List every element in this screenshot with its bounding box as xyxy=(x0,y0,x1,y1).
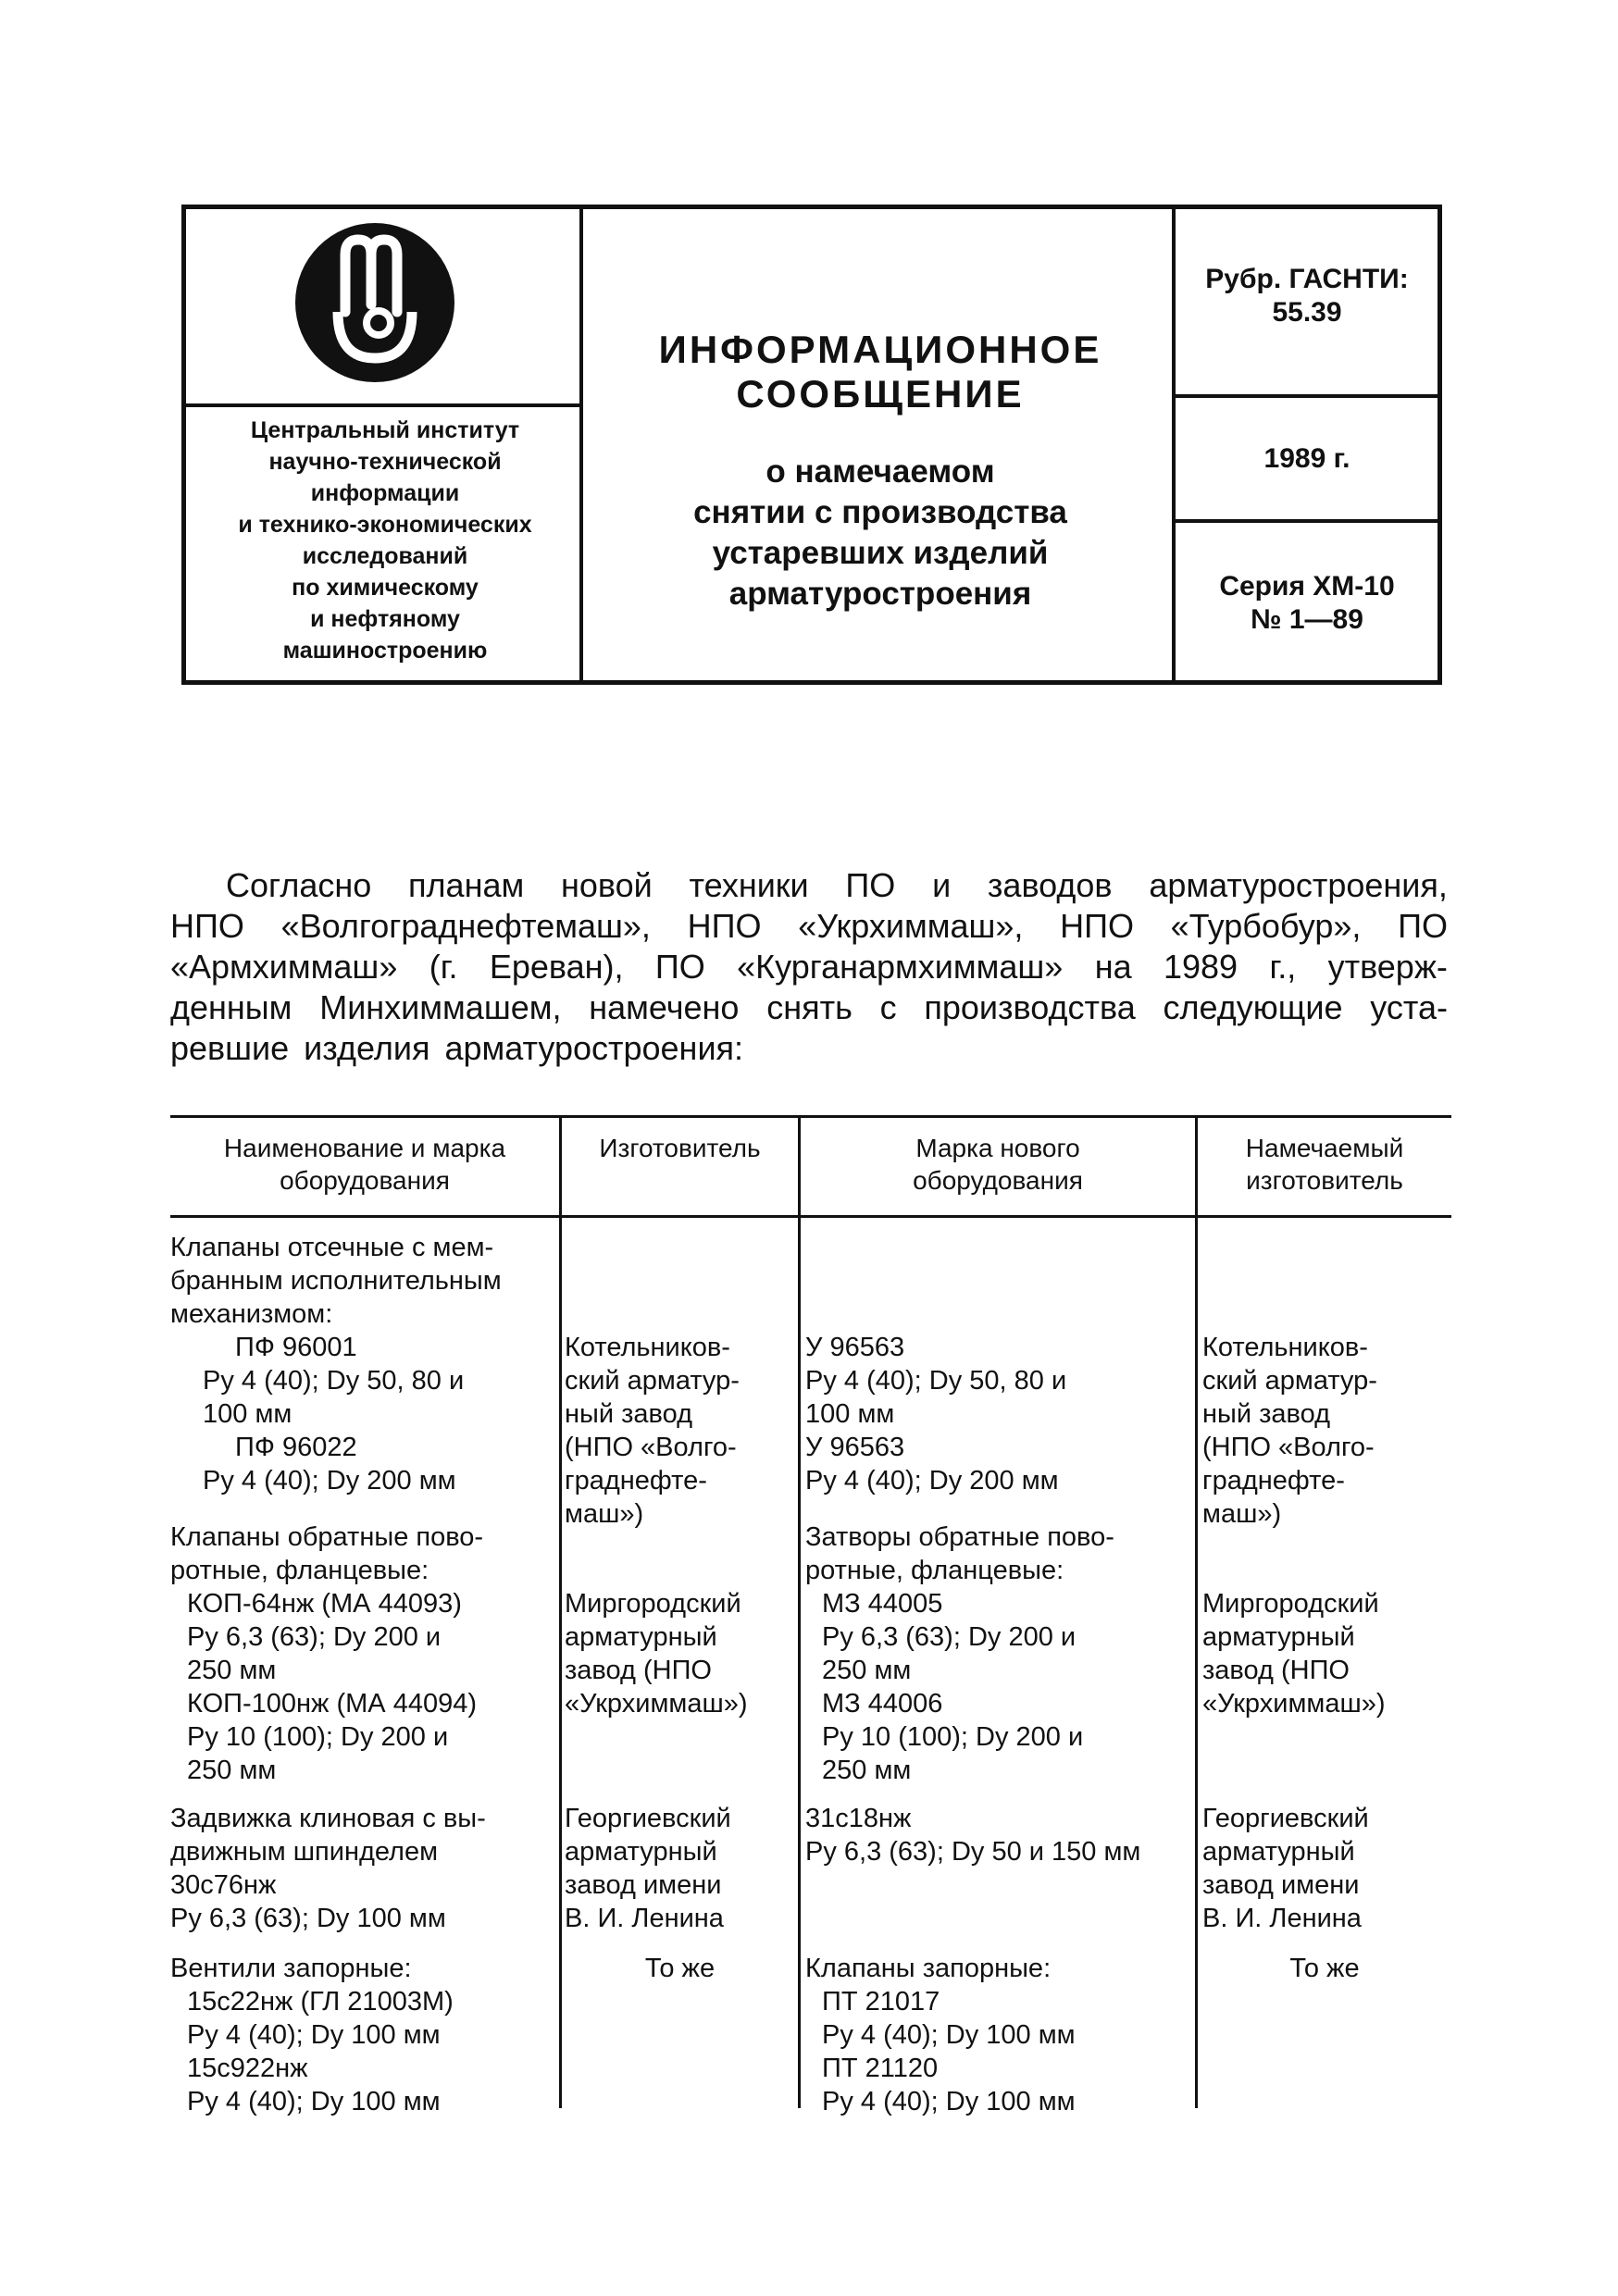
intro-word: НПО xyxy=(170,907,244,945)
intro-word: намечено xyxy=(589,988,740,1026)
cell-line: Pу 6,3 (63); Dу 100 мм xyxy=(170,1904,446,1933)
column-header-manufacturer xyxy=(562,1132,798,1164)
intro-line xyxy=(170,1028,1448,1069)
cell-line: движным шпинделем xyxy=(170,1837,439,1867)
cell-line: В. И. Ленина xyxy=(565,1904,724,1933)
table-cell-planned-manufacturer xyxy=(1202,1587,1386,1720)
cell-line: 30с76нж xyxy=(170,1870,277,1900)
column-header-new-model xyxy=(801,1132,1195,1197)
cell-line: ПТ 21120 xyxy=(822,2054,939,2083)
cell-line: Pу 4 (40); Dу 200 мм xyxy=(805,1466,1059,1496)
cell-line: 15с22нж (ГЛ 21003М) xyxy=(187,1987,454,2017)
intro-word: утверж- xyxy=(1327,948,1448,986)
institute-name xyxy=(186,415,584,666)
intro-word: «Волгограднефтемаш», xyxy=(280,907,651,945)
cell-line: Котельников- xyxy=(565,1333,730,1362)
cell-line: Pу 4 (40); Dу 50, 80 и xyxy=(805,1366,1067,1396)
cell-line: завод (НПО xyxy=(1202,1656,1350,1685)
rubric-cell xyxy=(1176,263,1438,329)
cell-line: «Укрхиммаш») xyxy=(565,1689,748,1719)
intro-word: уста- xyxy=(1370,988,1448,1026)
cell-line: МЗ 44006 xyxy=(822,1689,943,1719)
table-row xyxy=(170,1802,486,1935)
cell-line: арматурный xyxy=(565,1837,717,1867)
cell-line: Клапаны запорные: xyxy=(805,1954,1052,1983)
intro-word: 1989 xyxy=(1163,948,1238,986)
title-block xyxy=(584,209,1176,680)
subtitle-line: арматуростроения xyxy=(728,576,1032,612)
intro-word: ПО xyxy=(654,948,705,986)
cell-line: У 96563 xyxy=(805,1433,905,1462)
intro-word: ревшие изделия арматуростроения: xyxy=(170,1029,744,1067)
header-line: Наименование и марка xyxy=(223,1134,506,1162)
table-cell-new-model xyxy=(805,1952,1076,2118)
table-top-rule xyxy=(170,1115,1451,1118)
cell-line: (НПО «Волго- xyxy=(565,1433,737,1462)
header-line: оборудования xyxy=(913,1166,1083,1195)
cell-line: Pу 4 (40); Dу 200 мм xyxy=(203,1466,456,1496)
intro-word: «Армхиммаш» xyxy=(170,948,398,986)
cell-line: 250 мм xyxy=(822,1656,912,1685)
cell-line: 250 мм xyxy=(187,1656,277,1685)
cell-line: ный завод xyxy=(565,1399,693,1429)
cell-line: Клапаны обратные пово- xyxy=(170,1522,484,1552)
institute-line: информации xyxy=(310,480,460,506)
intro-line xyxy=(170,865,1448,906)
cell-line: Pу 4 (40); Dу 100 мм xyxy=(187,2087,441,2116)
institute-line: и нефтяному xyxy=(310,606,460,632)
cell-line: (НПО «Волго- xyxy=(1202,1433,1375,1462)
cell-line: ский арматур- xyxy=(1202,1366,1377,1396)
table-cell-new-model xyxy=(805,1520,1114,1787)
institute-logo-icon xyxy=(292,219,458,386)
cell-line: 100 мм xyxy=(203,1399,292,1429)
table-cell-planned-manufacturer xyxy=(1202,1802,1369,1935)
table-column-divider xyxy=(798,1115,801,2108)
cell-line: маш») xyxy=(565,1499,644,1529)
subtitle-line: снятии с производства xyxy=(693,494,1067,530)
cell-line: 250 мм xyxy=(822,1756,912,1785)
table-header-rule xyxy=(170,1215,1451,1218)
intro-word: производства xyxy=(924,988,1136,1026)
intro-word: новой xyxy=(560,866,653,904)
document-subtitle xyxy=(584,452,1176,614)
cell-line: У 96563 xyxy=(805,1333,905,1362)
intro-word: «Курганармхиммаш» xyxy=(737,948,1064,986)
intro-word: НПО xyxy=(1060,907,1134,945)
title-line: СООБЩЕНИЕ xyxy=(736,372,1025,416)
cell-line: завод имени xyxy=(565,1870,722,1900)
header-line: оборудования xyxy=(280,1166,450,1195)
institute-line: машиностроению xyxy=(282,638,488,664)
header-line: Марка нового xyxy=(915,1134,1080,1162)
intro-word: ПО xyxy=(1398,907,1448,945)
cell-line: МЗ 44005 xyxy=(822,1589,943,1619)
equipment-table xyxy=(170,1115,1451,2116)
cell-line: Pу 4 (40); Dу 100 мм xyxy=(822,2020,1076,2050)
intro-word: Минхиммашем, xyxy=(319,988,562,1026)
table-cell-manufacturer xyxy=(562,1952,798,1985)
column-header-name xyxy=(170,1132,559,1197)
cell-line: ский арматур- xyxy=(565,1366,740,1396)
cell-line: Миргородский xyxy=(1202,1589,1379,1619)
year-cell xyxy=(1176,442,1438,476)
cell-line: КОП-64нж (МА 44093) xyxy=(187,1589,462,1619)
institute-line: и технико-экономических xyxy=(238,512,532,538)
cell-line: ПФ 96001 xyxy=(235,1333,357,1362)
cell-line: «Укрхиммаш») xyxy=(1202,1689,1386,1719)
cell-line: Pу 6,3 (63); Dу 200 и xyxy=(187,1622,442,1652)
cell-line: ПТ 21017 xyxy=(822,1987,940,2017)
cell-line: 250 мм xyxy=(187,1756,277,1785)
cell-line: Георгиевский xyxy=(565,1804,731,1833)
header-divider xyxy=(1176,519,1438,523)
cell-line: Задвижка клиновая с вы- xyxy=(170,1804,486,1833)
cell-line: КОП-100нж (МА 44094) xyxy=(187,1689,477,1719)
institute-line: Центральный институт xyxy=(250,417,520,443)
intro-word: следующие xyxy=(1163,988,1343,1026)
intro-word: на xyxy=(1094,948,1132,986)
cell-line: Pу 10 (100); Dу 200 и xyxy=(822,1722,1084,1752)
subtitle-line: устаревших изделий xyxy=(712,535,1049,571)
cell-line: Миргородский xyxy=(565,1589,741,1619)
intro-word: заводов xyxy=(987,866,1113,904)
header-divider xyxy=(186,403,579,407)
rubric-label: Рубр. ГАСНТИ: xyxy=(1205,264,1409,294)
cell-line: Pу 6,3 (63); Dу 50 и 150 мм xyxy=(805,1837,1141,1867)
intro-word: арматуростроения, xyxy=(1149,866,1448,904)
cell-line: Георгиевский xyxy=(1202,1804,1369,1833)
cell-line: граднефте- xyxy=(565,1466,707,1496)
table-cell-manufacturer xyxy=(565,1802,731,1935)
table-row xyxy=(170,1231,502,1497)
intro-word: с xyxy=(879,988,897,1026)
cell-line: Затворы обратные пово- xyxy=(805,1522,1114,1552)
cell-line: Pу 4 (40); Dу 100 мм xyxy=(187,2020,441,2050)
table-cell-planned-manufacturer xyxy=(1202,1331,1377,1531)
cell-line: граднефте- xyxy=(1202,1466,1345,1496)
intro-word: г., xyxy=(1269,948,1297,986)
intro-word: техники xyxy=(689,866,809,904)
cell-line: маш») xyxy=(1202,1499,1282,1529)
cell-line: Клапаны отсечные с мем- xyxy=(170,1233,494,1262)
header-line: изготовитель xyxy=(1246,1166,1403,1195)
table-cell-new-model xyxy=(805,1802,1140,1868)
header-divider xyxy=(1176,394,1438,398)
intro-word: денным xyxy=(170,988,292,1026)
cell-line: В. И. Ленина xyxy=(1202,1904,1362,1933)
cell-line: Pу 4 (40); Dу 50, 80 и xyxy=(203,1366,465,1396)
cell-line: завод (НПО xyxy=(565,1656,712,1685)
year-value: 1989 г. xyxy=(1263,443,1350,474)
document-title xyxy=(584,328,1176,416)
institute-line: исследований xyxy=(302,543,468,569)
intro-word: «Укрхиммаш», xyxy=(798,907,1024,945)
intro-word: ПО xyxy=(845,866,896,904)
subtitle-line: о намечаемом xyxy=(765,453,995,490)
intro-line xyxy=(170,947,1448,987)
cell-line: ПФ 96022 xyxy=(235,1433,357,1462)
cell-line: Pу 6,3 (63); Dу 200 и xyxy=(822,1622,1077,1652)
cell-line: 31с18нж xyxy=(805,1804,912,1833)
cell-line: То же xyxy=(644,1954,716,1983)
intro-word: и xyxy=(932,866,952,904)
table-row xyxy=(170,1952,454,2118)
cell-line: ный завод xyxy=(1202,1399,1331,1429)
institute-line: по химическому xyxy=(292,575,479,601)
series-number: № 1—89 xyxy=(1251,604,1363,635)
cell-line: Вентили запорные: xyxy=(170,1954,412,1983)
table-cell-planned-manufacturer xyxy=(1198,1952,1451,1985)
series-cell xyxy=(1176,570,1438,637)
table-row xyxy=(170,1520,483,1787)
cell-line: арматурный xyxy=(565,1622,717,1652)
intro-word: НПО xyxy=(687,907,762,945)
header-line: Намечаемый xyxy=(1245,1134,1404,1162)
intro-paragraph xyxy=(170,865,1448,1069)
table-cell-manufacturer xyxy=(565,1331,740,1531)
cell-line: Pу 10 (100); Dу 200 и xyxy=(187,1722,449,1752)
rubric-value: 55.39 xyxy=(1272,297,1342,328)
title-line: ИНФОРМАЦИОННОЕ xyxy=(658,328,1102,371)
table-cell-new-model xyxy=(805,1331,1066,1497)
intro-word: Согласно xyxy=(226,866,372,904)
cell-line: бранным исполнительным xyxy=(170,1266,502,1296)
header-line: Изготовитель xyxy=(599,1134,761,1162)
intro-line xyxy=(170,906,1448,947)
cell-line: завод имени xyxy=(1202,1870,1360,1900)
cell-line: Котельников- xyxy=(1202,1333,1368,1362)
cell-line: ротные, фланцевые: xyxy=(805,1556,1064,1585)
intro-line xyxy=(170,987,1448,1028)
cell-line: Pу 4 (40); Dу 100 мм xyxy=(822,2087,1076,2116)
cell-line: механизмом: xyxy=(170,1299,333,1329)
column-header-planned-manufacturer xyxy=(1198,1132,1451,1197)
intro-word: Ереван), xyxy=(489,948,624,986)
cell-line: арматурный xyxy=(1202,1622,1355,1652)
cell-line: ротные, фланцевые: xyxy=(170,1556,429,1585)
cell-line: 15с922нж xyxy=(187,2054,308,2083)
cell-line: 100 мм xyxy=(805,1399,895,1429)
cell-line: То же xyxy=(1289,1954,1360,1983)
intro-word: снять xyxy=(766,988,853,1026)
intro-word: (г. xyxy=(429,948,458,986)
intro-word: планам xyxy=(408,866,525,904)
institute-line: научно-технической xyxy=(268,449,502,475)
series-label: Серия ХМ-10 xyxy=(1219,571,1395,602)
table-cell-manufacturer xyxy=(565,1587,748,1720)
cell-line: арматурный xyxy=(1202,1837,1355,1867)
intro-word: «Турбобур», xyxy=(1170,907,1362,945)
